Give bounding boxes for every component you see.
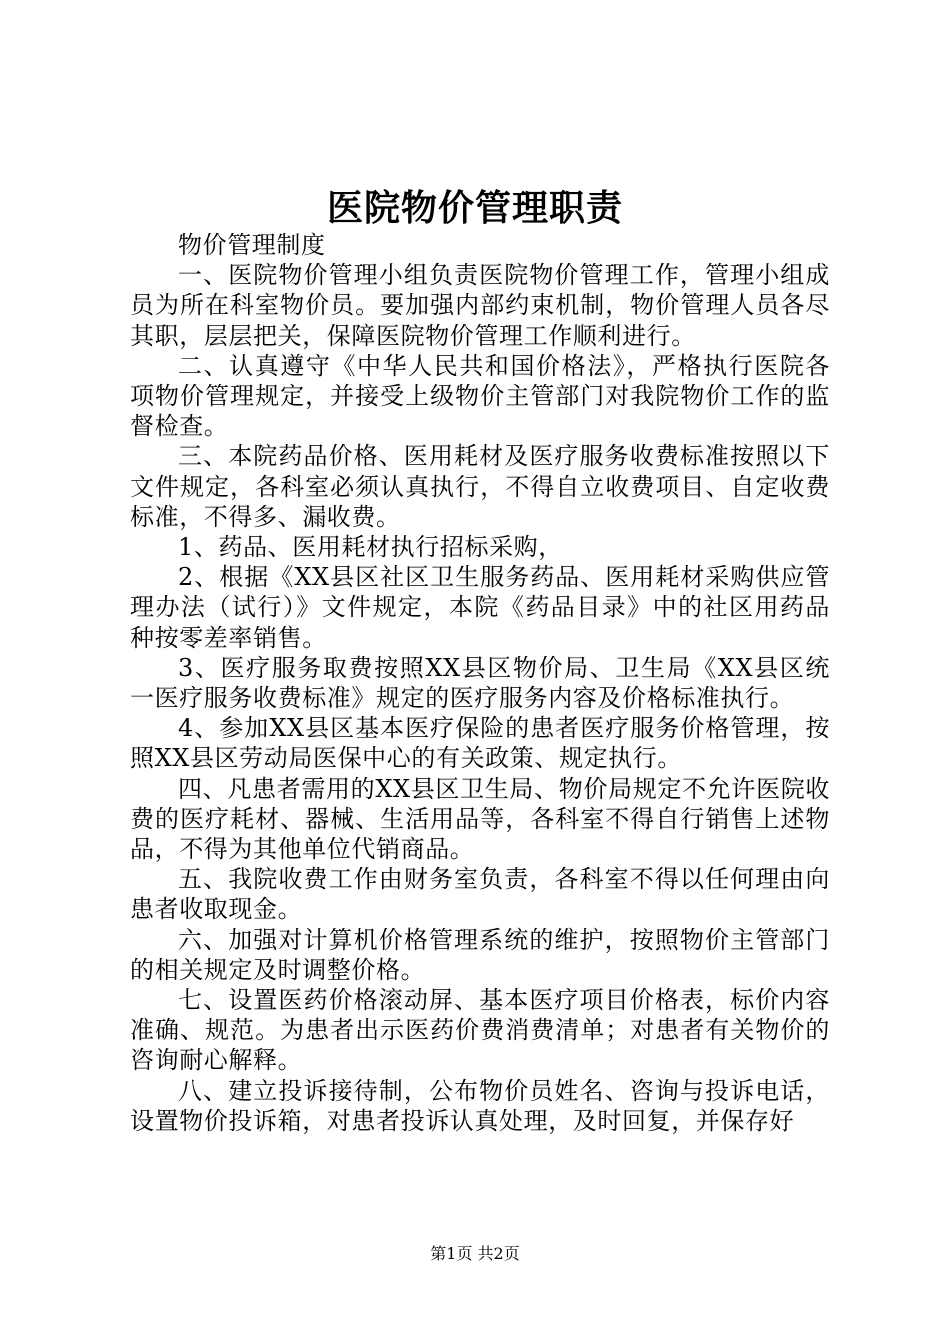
paragraph: 4、参加XX县区基本医疗保险的患者医疗服务价格管理，按照XX县区劳动局医保中心的有关政策、规定执行。: [130, 714, 830, 773]
paragraph: 四、凡患者需用的XX县区卫生局、物价局规定不允许医院收费的医疗耗材、器械、生活用品等，各科室不得自行销售上述物品，不得为其他单位代销商品。: [130, 774, 830, 864]
paragraph: 一、医院物价管理小组负责医院物价管理工作，管理小组成员为所在科室物价员。要加强内部约束机制，物价管理人员各尽其职，层层把关，保障医院物价管理工作顺利进行。: [130, 261, 830, 350]
paragraph: 3、医疗服务取费按照XX县区物价局、卫生局《XX县区统一医疗服务收费标准》规定的医疗服务内容及价格标准执行。: [130, 653, 830, 713]
document-title: 医院物价管理职责: [326, 187, 623, 229]
paragraph: 三、本院药品价格、医用耗材及医疗服务收费标准按照以下文件规定，各科室必须认真执行，不得自立收费项目、自定收费标准，不得多、漏收费。: [130, 442, 830, 531]
paragraph: 七、设置医药价格滚动屏、基本医疗项目价格表，标价内容准确、规范。为患者出示医药价费消费清单；对患者有关物价的咨询耐心解释。: [130, 986, 830, 1075]
paragraph: 物价管理制度: [178, 231, 326, 259]
paragraph: 1、药品、医用耗材执行招标采购，: [178, 533, 563, 562]
paragraph: 二、认真遵守《中华人民共和国价格法》，严格执行医院各项物价管理规定，并接受上级物价主管部门对我院物价工作的监督检查。: [130, 351, 830, 441]
paragraph: 五、我院收费工作由财务室负责，各科室不得以任何理由向患者收取现金。: [130, 865, 830, 924]
document-body: [130, 230, 830, 1136]
page-number-footer: 第1页 共2页: [430, 1244, 520, 1263]
paragraph: 2、根据《XX县区社区卫生服务药品、医用耗材采购供应管理办法（试行）》文件规定，本院《药品目录》中的社区用药品种按零差率销售。: [130, 563, 830, 652]
paragraph: 六、加强对计算机价格管理系统的维护，按照物价主管部门的相关规定及时调整价格。: [130, 925, 830, 984]
paragraph: 八、建立投诉接待制，公布物价员姓名、咨询与投诉电话，设置物价投诉箱，对患者投诉认真处理，及时回复，并保存好: [130, 1076, 830, 1135]
